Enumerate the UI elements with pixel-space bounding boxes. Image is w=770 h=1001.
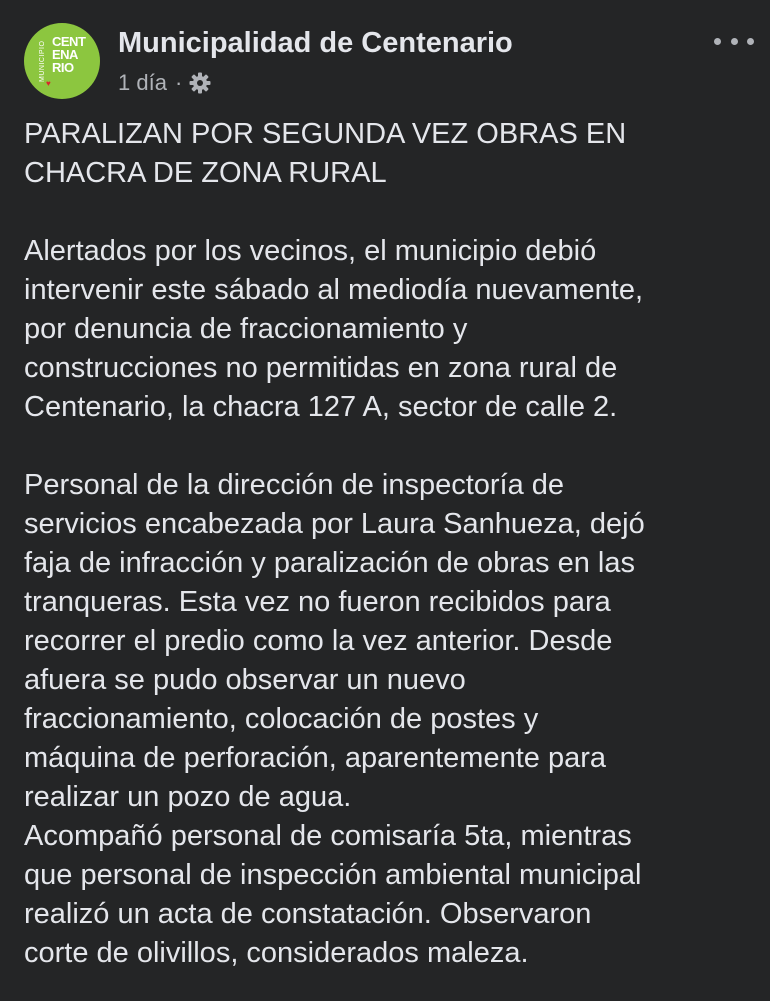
page-avatar[interactable]: [24, 23, 100, 99]
more-dot: [714, 38, 721, 45]
post-header: [24, 23, 754, 103]
page-name[interactable]: Municipalidad de Centenario: [118, 27, 513, 59]
logo-municipio-text: MUNICIPIO: [39, 40, 46, 82]
post-paragraph-2: Personal de la dirección de inspectoría de servicios encabezada por Laura Sanhueza, dejó faja de infracción y paralización de obras en las tranqueras. Esta vez no fueron recibidos para recorrer el predio como la vez anterior. Desde afuera se pudo observar un nuevo fraccionamiento, colocación de postes y máquina de perforación, aparentemente para realizar un pozo de agua.: [24, 469, 645, 813]
post-body: [24, 115, 754, 973]
meta-separator: ·: [174, 70, 183, 95]
gear-icon[interactable]: [189, 72, 211, 94]
paragraph-spacer: [24, 427, 754, 466]
post-meta: [118, 69, 211, 97]
logo-centenario-text: CENTENARIO: [52, 34, 86, 75]
post-title: PARALIZAN POR SEGUNDA VEZ OBRAS EN CHACRA DE ZONA RURAL: [24, 118, 627, 189]
more-dot: [731, 38, 738, 45]
heart-icon: ♥: [46, 79, 51, 88]
more-options-button[interactable]: [714, 31, 754, 51]
paragraph-spacer: [24, 193, 754, 232]
post-paragraph-3: Acompañó personal de comisaría 5ta, mientras que personal de inspección ambiental municipal realizó un acta de constatación. Observaron corte de olivillos, considerados maleza.: [24, 820, 642, 969]
post-paragraph-1: Alertados por los vecinos, el municipio debió intervenir este sábado al mediodía nuevamente, por denuncia de fraccionamiento y construcciones no permitidas en zona rural de Centenario, la chacra 127 A, sector de calle 2.: [24, 235, 644, 423]
more-dot: [747, 38, 754, 45]
post-timestamp[interactable]: 1 día: [118, 70, 167, 95]
